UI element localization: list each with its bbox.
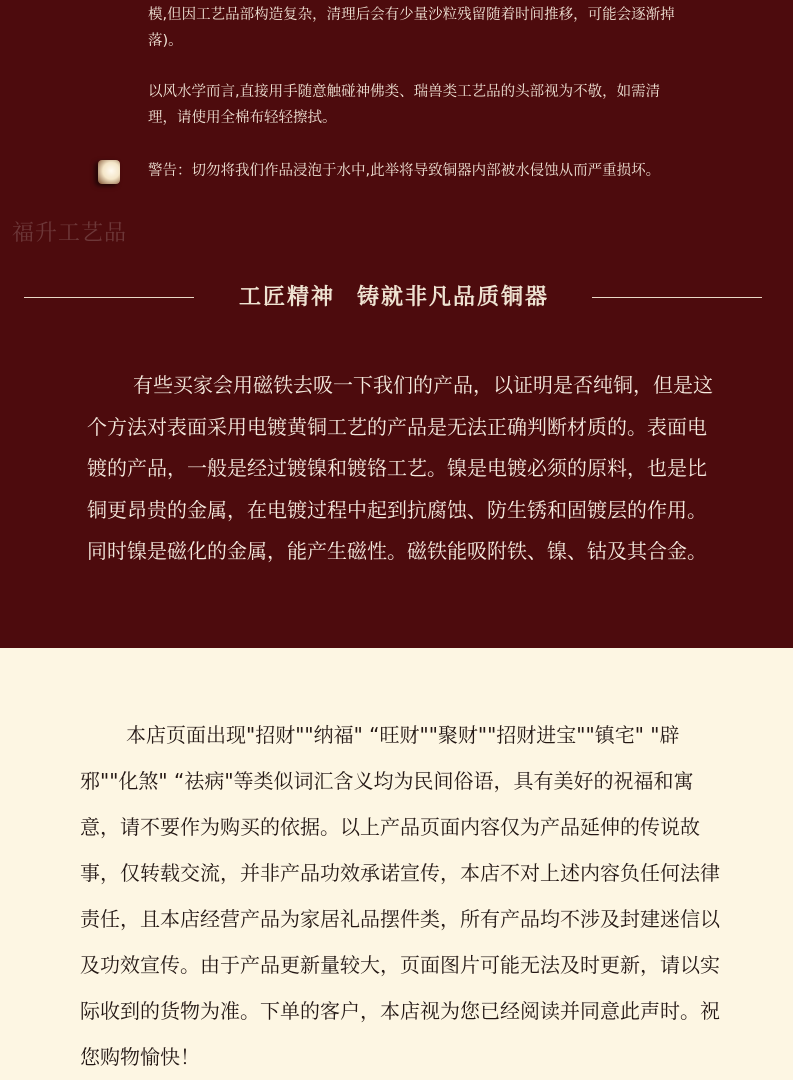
warning-paragraph: 警告：切勿将我们作品浸泡于水中,此举将导致铜器内部被水侵蚀从而严重损坏。 <box>148 163 661 179</box>
divider-left <box>24 297 194 298</box>
copper-explanation-text: 有些买家会用磁铁去吸一下我们的产品，以证明是否纯铜，但是这个方法对表面采用电镀黄铜工艺的产品是无法正确判断材质的。表面电镀的产品，一般是经过镀镍和镀铬工艺。镍是电镀必须的原料，也是比铜更昂贵的金属，在电镀过程中起到抗腐蚀、防生锈和固镀层的作用。同时镍是磁化的金属，能产生磁性。磁铁能吸附铁、镍、钴及其合金。 <box>87 373 713 563</box>
care-paragraph-1: 模,但因工艺品部构造复杂，清理后会有少量沙粒残留随着时间推移，可能会逐渐掉落)。 <box>148 7 675 49</box>
heading-right-text: 铸就非凡品质铜器 <box>357 285 550 310</box>
section-heading <box>196 280 592 311</box>
watermark: 福升工艺品 <box>12 221 128 246</box>
bullet-icon <box>98 160 120 184</box>
care-paragraph-2: 以风水学而言,直接用手随意触碰神佛类、瑞兽类工艺品的头部视为不敬，如需清理，请使用全棉布轻轻擦拭。 <box>148 84 661 126</box>
divider-right <box>592 297 762 298</box>
disclaimer-text: 本店页面出现"招财""纳福" “旺财""聚财""招财进宝""镇宅" "辟邪""化煞" “祛病"等类似词汇含义均为民间俗语，具有美好的祝福和寓意，请不要作为购买的依据。以上产品页面内容仅为产品延伸的传说故事，仅转载交流，并非产品功效承诺宣传，本店不对上述内容负任何法律责任，且本店经营产品为家居礼品摆件类，所有产品均不涉及封建迷信以及功效宣传。由于产品更新量较大，页面图片可能无法及时更新，请以实际收到的货物为准。下单的客户，本店视为您已经阅读并同意此声时。祝您购物愉快！ <box>80 723 720 1069</box>
heading-left-text: 工匠精神 <box>238 285 335 310</box>
